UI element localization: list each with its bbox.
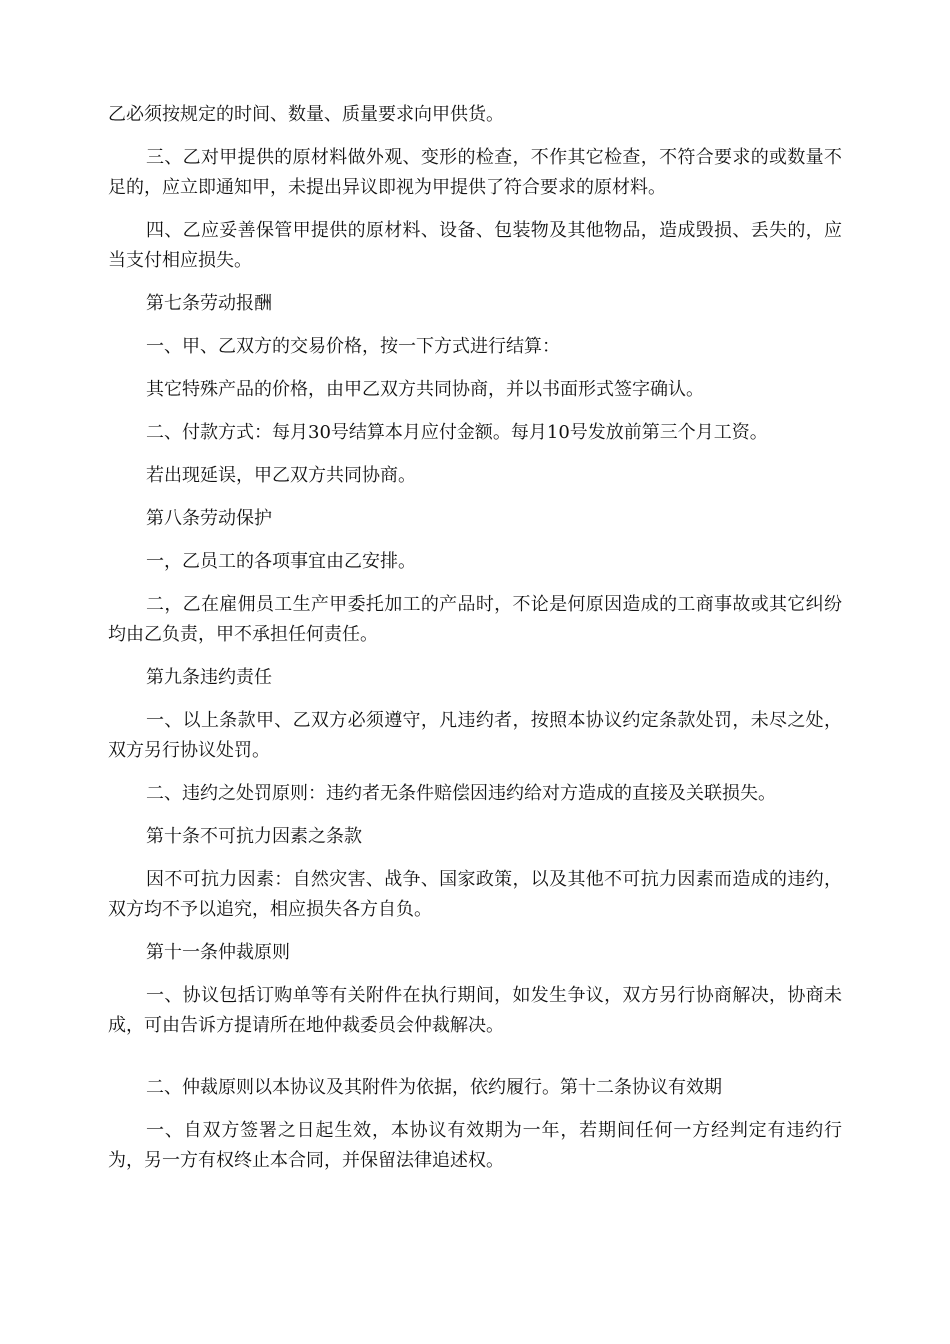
paragraph-employee-matters: 一，乙员工的各项事宜由乙安排。 xyxy=(146,551,416,572)
document-page xyxy=(108,100,842,1176)
article-11-heading: 第十一条仲裁原则 xyxy=(146,942,290,963)
paragraph-validity-period: 一、自双方签署之日起生效，本协议有效期为一年，若期间任何一方经判定有违约行为，另一方有权终止本合同，并保留法律追述权。 xyxy=(108,1120,842,1171)
paragraph-penalty-principle: 二、违约之处罚原则：违约者无条件赔偿因违约给对方造成的直接及关联损失。 xyxy=(146,783,776,804)
paragraph-material-inspection: 三、乙对甲提供的原材料做外观、变形的检查，不作其它检查，不符合要求的或数量不足的，应立即通知甲，未提出异议即视为甲提供了符合要求的原材料。 xyxy=(108,147,842,198)
article-7-heading: 第七条劳动报酬 xyxy=(146,293,272,314)
paragraph-material-custody: 四、乙应妥善保管甲提供的原材料、设备、包装物及其他物品，造成毁损、丢失的，应当支付相应损失。 xyxy=(108,220,842,271)
paragraph-arbitration-basis: 二、仲裁原则以本协议及其附件为依据，依约履行。第十二条协议有效期 xyxy=(146,1077,722,1098)
paragraph-payment-method: 二、付款方式：每月30号结算本月应付金额。每月10号发放前第三个月工资。 xyxy=(146,422,768,443)
article-9-heading: 第九条违约责任 xyxy=(146,667,272,688)
paragraph-compliance: 一、以上条款甲、乙双方必须遵守，凡违约者，按照本协议约定条款处罚，未尽之处，双方另行协议处罚。 xyxy=(108,710,842,761)
paragraph-employee-liability: 二，乙在雇佣员工生产甲委托加工的产品时，不论是何原因造成的工商事故或其它纠纷均由乙负责，甲不承担任何责任。 xyxy=(108,594,842,645)
paragraph-transaction-price: 一、甲、乙双方的交易价格，按一下方式进行结算： xyxy=(146,336,560,357)
paragraph-dispute-resolution: 一、协议包括订购单等有关附件在执行期间，如发生争议，双方另行协商解决，协商未成，可由告诉方提请所在地仲裁委员会仲裁解决。 xyxy=(108,985,842,1036)
article-10-heading: 第十条不可抗力因素之条款 xyxy=(146,826,362,847)
paragraph-delay: 若出现延误，甲乙双方共同协商。 xyxy=(146,465,416,486)
paragraph-force-majeure: 因不可抗力因素：自然灾害、战争、国家政策，以及其他不可抗力因素而造成的违约，双方均不予以追究，相应损失各方自负。 xyxy=(108,869,842,920)
article-8-heading: 第八条劳动保护 xyxy=(146,508,272,529)
paragraph-special-products: 其它特殊产品的价格，由甲乙双方共同协商，并以书面形式签字确认。 xyxy=(146,379,704,400)
paragraph-supply-requirement: 乙必须按规定的时间、数量、质量要求向甲供货。 xyxy=(108,104,504,125)
